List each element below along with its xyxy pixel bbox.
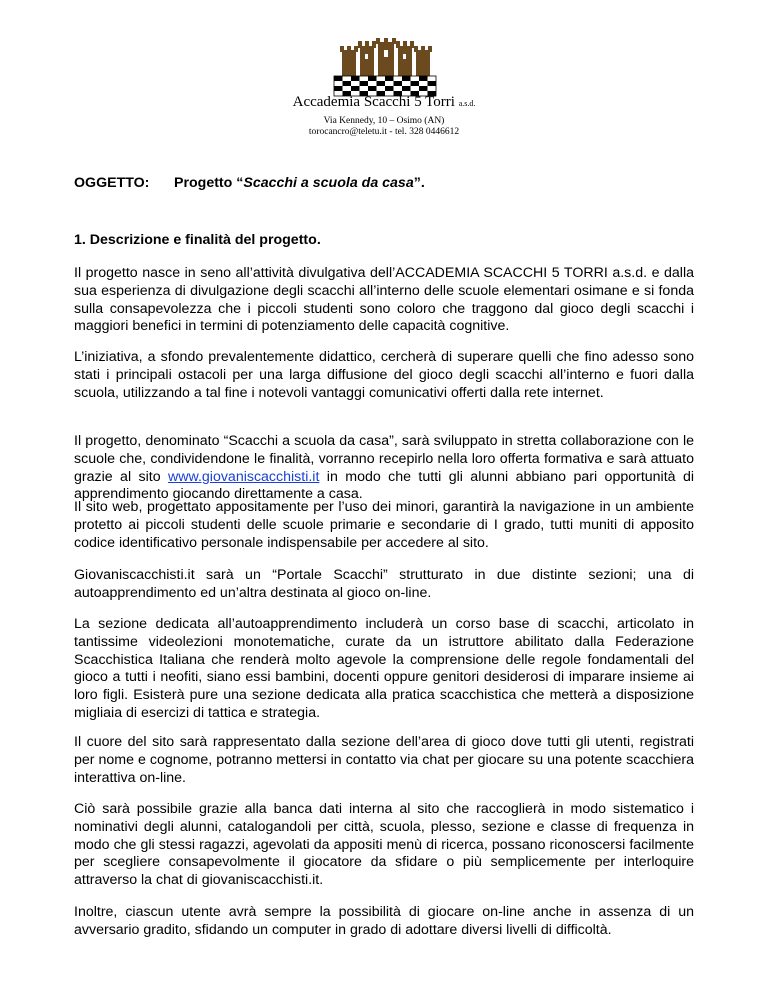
organization-name-text: Accademia Scacchi 5 Torri [292, 94, 455, 110]
paragraph-8: Ciò sarà possibile grazie alla banca dati interna al sito che raccoglierà in modo sistematico i nominativi degli alunni, catalogandoli per città, scuola, plesso, sezione e classe di frequenza in modo che gli stessi ragazzi, agevolati da appositi menù di ricerca, possano riconoscersi facilmente per scegliere consapevolmente il giocatore da sfidare o più semplicemente per interloquire attraverso la chat di giovaniscacchisti.it. [74, 801, 694, 889]
paragraph-2: L’iniziativa, a sfondo prevalentemente didattico, cercherà di superare quelli che fino adesso sono stati i principali ostacoli per una larga diffusione del gioco degli scacchi all’interno e fuori dalla scuola, utilizzando a tal fine i notevoli vantaggi comunicativi offerti dalla rete internet. [74, 349, 694, 401]
paragraph-4: Il sito web, progettato appositamente per l’uso dei minori, garantirà la navigazione in un ambiente protetto ai piccoli studenti delle scuole primarie e secondarie di I grado, tutti muniti di apposito codice identificativo personale indispensabile per accedere al sito. [74, 499, 694, 551]
subject-suffix: ”. [413, 175, 425, 191]
paragraph-7: Il cuore del sito sarà rappresentato dalla sezione dell’area di gioco dove tutti gli utenti, registrati per nome e cognome, potranno mettersi in contatto via chat per giocare su una potente scacchiera interattiva on-line. [74, 734, 694, 786]
website-link[interactable]: www.giovaniscacchisti.it [168, 468, 320, 485]
paragraph-9: Inoltre, ciascun utente avrà sempre la possibilità di giocare on-line anche in assenza di un avversario gradito, sfidando un computer in grado di adottare diversi livelli di difficoltà. [74, 904, 694, 938]
organization-name [0, 94, 768, 111]
organization-address: Via Kennedy, 10 – Osimo (AN) [323, 116, 445, 126]
paragraph-3-start: Il progetto, denominato “Scacchi a scuola da casa”, sarà sviluppato in stretta collaborazione con le scuole che, condividendone le finalità, vorranno recepirlo nella loro offerta formativa e sarà attuato grazie al sito [74, 433, 694, 485]
subject-label: OGGETTO: [74, 175, 150, 191]
paragraph-5: Giovaniscacchisti.it sarà un “Portale Scacchi” strutturato in due distinte sezioni; una di autoapprendimento ed un’altra destinata al gioco on-line. [74, 567, 694, 601]
subject-line [74, 175, 425, 191]
organization-contacts: torocancro@teletu.it - tel. 328 0446612 [308, 127, 460, 137]
subject-prefix: Progetto “ [174, 175, 244, 191]
paragraph-1: Il progetto nasce in seno all’attività divulgativa dell’ACCADEMIA SCACCHI 5 TORRI a.s.d. e dalla sua esperienza di divulgazione degli scacchi all’interno delle scuole elementari osimane e si fonda sulla consapevolezza che i piccoli studenti sono coloro che traggono dal gioco degli scacchi i maggiori benefici in termini di potenziamento delle capacità cognitive. [74, 265, 694, 335]
chess-towers-logo [330, 38, 440, 98]
subject-title: Scacchi a scuola da casa [243, 175, 414, 191]
organization-suffix: a.s.d. [458, 99, 476, 108]
paragraph-6: La sezione dedicata all’autoapprendimento includerà un corso base di scacchi, articolato in tantissime videolezioni monotematiche, curate da un istruttore abilitato dalla Federazione Scacchistica Italiana che renderà molto agevole la comprensione delle regole fondamentali del gioco a tutti i neofiti, siano essi bambini, docenti oppure genitori desiderosi di imparare insieme ai loro figli. Esisterà pure una sezione dedicata alla pratica scacchistica che metterà a disposizione migliaia di esercizi di tattica e strategia. [74, 616, 694, 721]
section-heading: 1. Descrizione e finalità del progetto. [74, 232, 321, 248]
paragraph-3 [74, 433, 694, 504]
paragraph-3-end: in modo che tutti gli alunni abbiano pari opportunità di apprendimento giocando direttamente a casa. [74, 468, 694, 503]
